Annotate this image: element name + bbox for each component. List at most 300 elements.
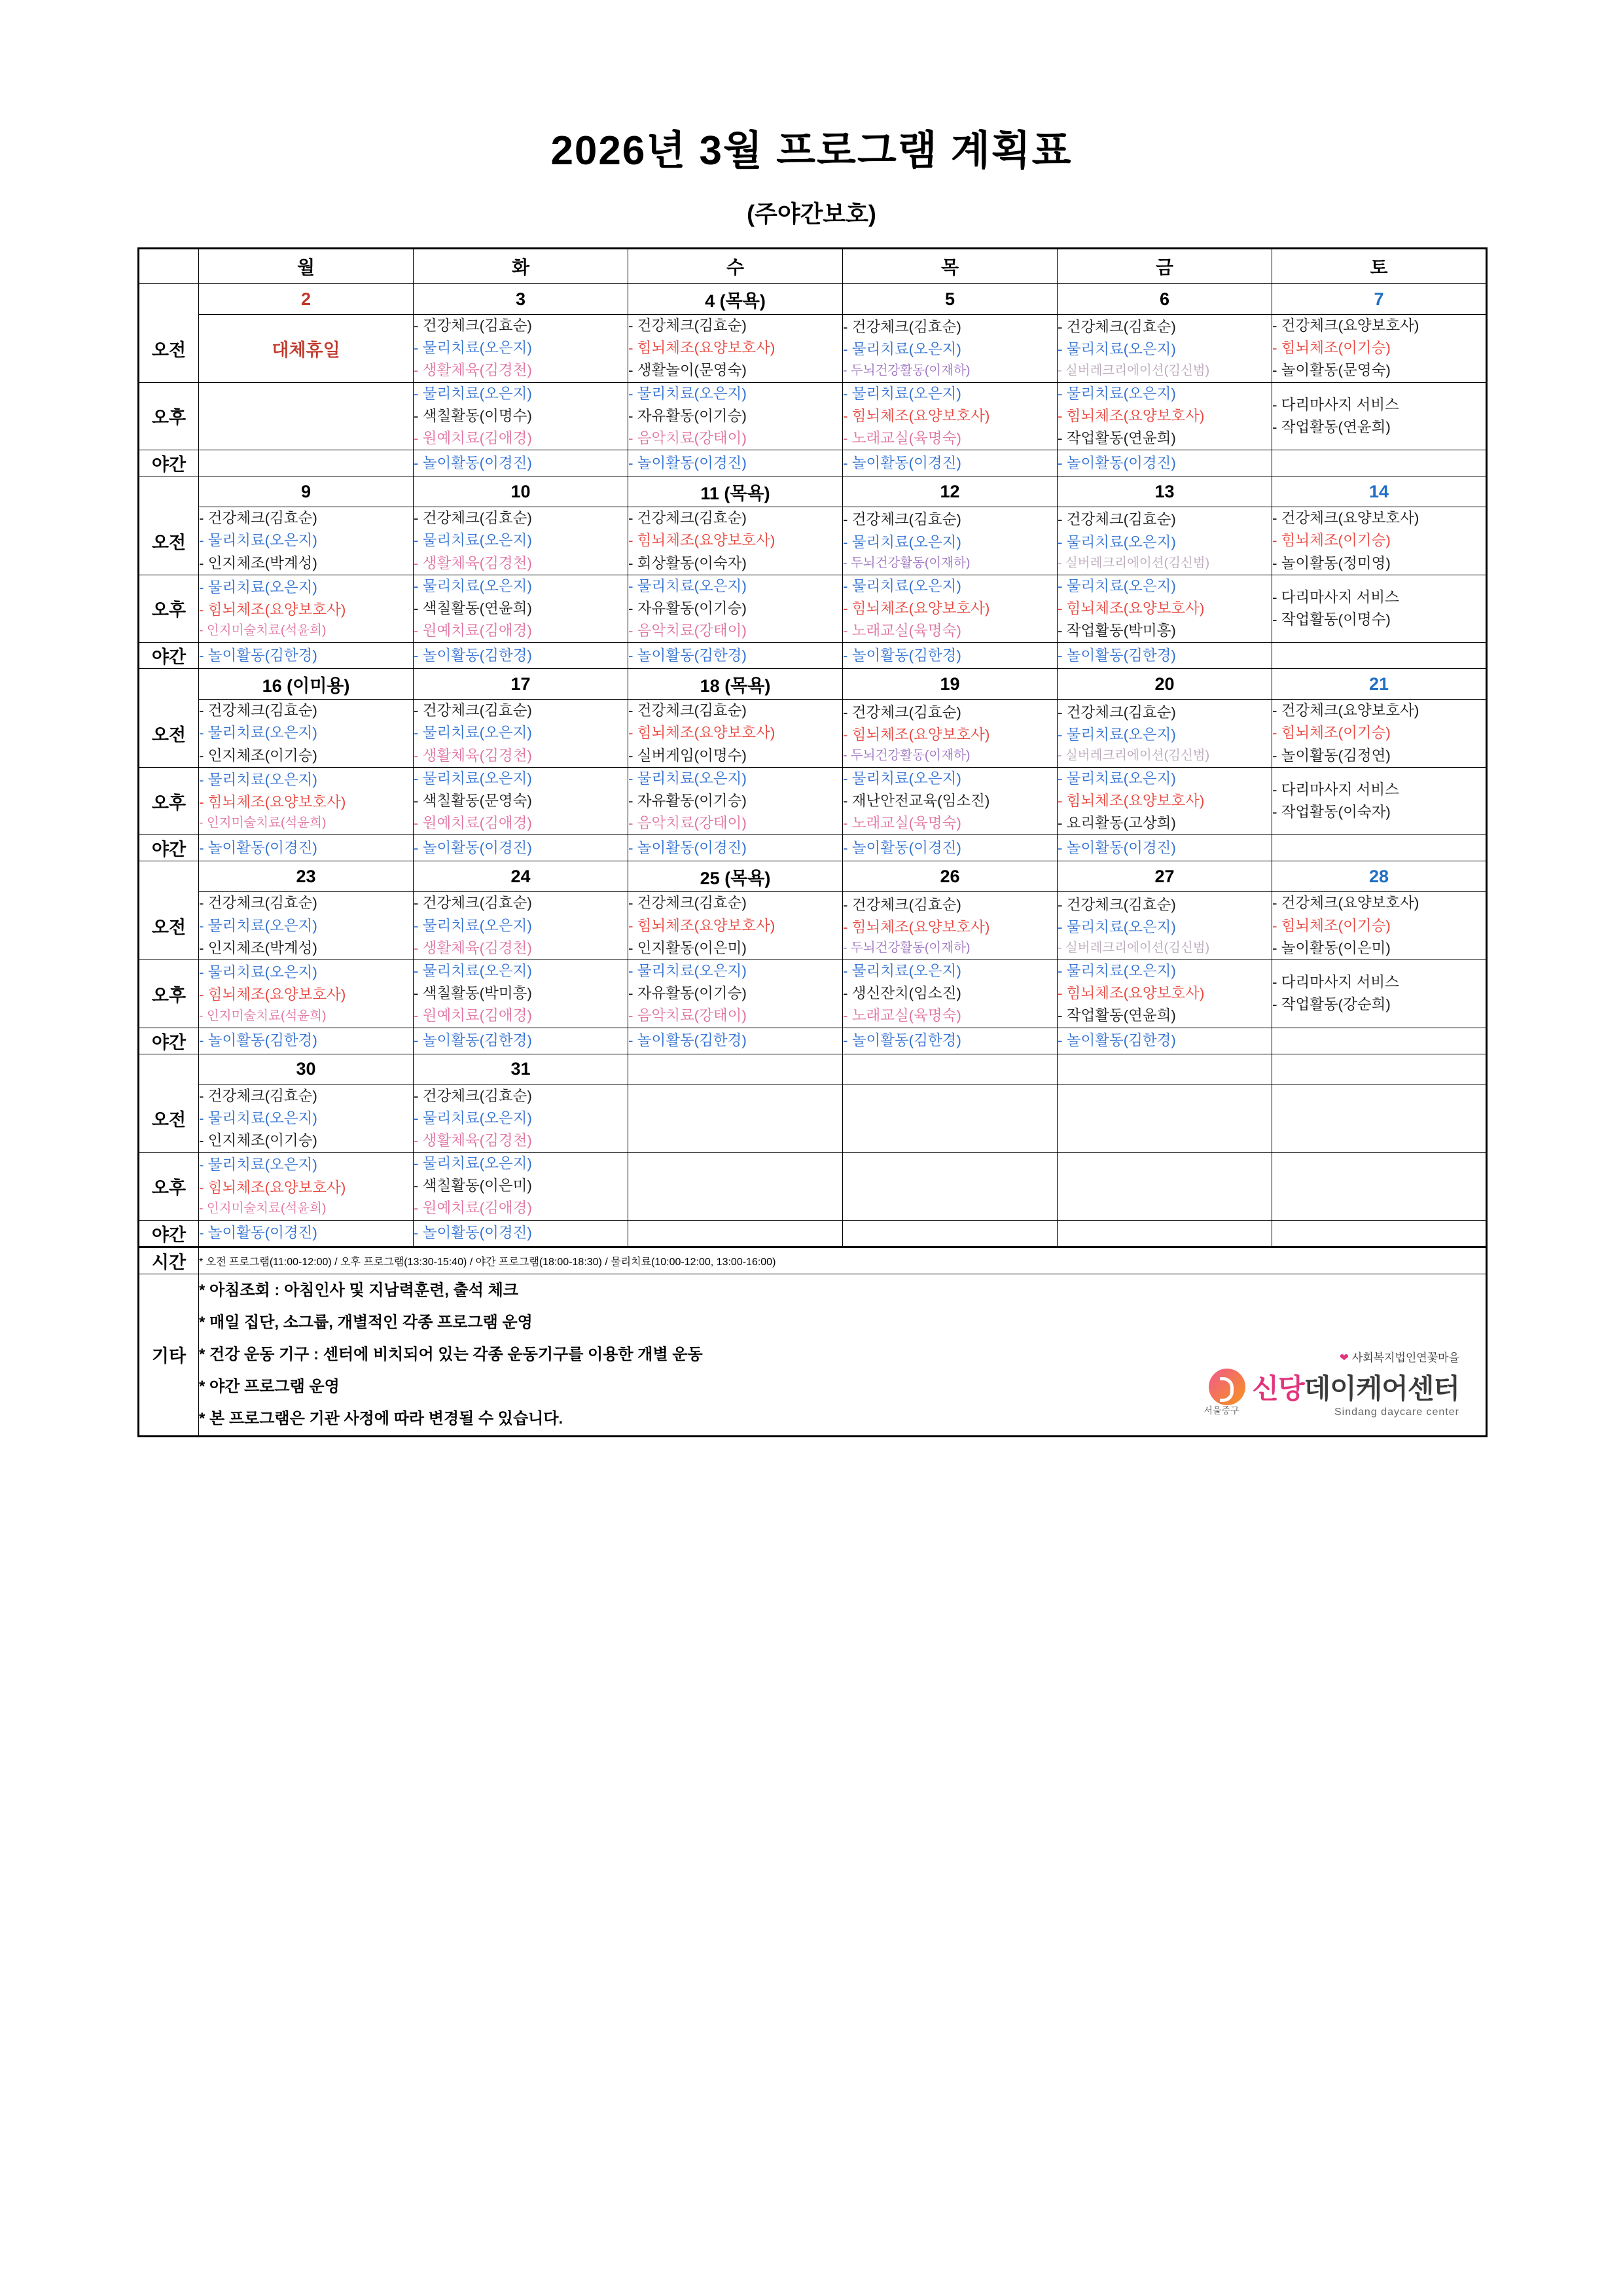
afternoon-cell: [414, 1153, 628, 1221]
program-entry: - 건강체크(김효순): [843, 896, 961, 913]
afternoon-cell: [1058, 575, 1272, 643]
etc-notes: [199, 1274, 1487, 1436]
row-label-morning: 오전: [139, 892, 199, 960]
program-entry: - 놀이활동(김한경): [628, 647, 747, 664]
program-entry: - 물리치료(오은지): [628, 577, 747, 594]
morning-cell: [843, 315, 1058, 383]
afternoon-cell: [199, 575, 414, 643]
program-entry: - 원예치료(김애경): [414, 429, 532, 446]
program-entry: - 놀이활동(김한경): [414, 647, 532, 664]
program-entry: - 힘뇌체조(요양보호사): [628, 532, 776, 549]
program-entry: - 물리치료(오은지): [843, 533, 961, 550]
program-entry: - 인지미술치료(석윤희): [199, 1008, 327, 1023]
program-entry: - 물리치료(오은지): [843, 385, 961, 402]
afternoon-cell: [628, 767, 843, 835]
program-entry: - 물리치료(오은지): [1058, 341, 1176, 358]
program-entry: - 놀이활동(이경진): [1058, 454, 1176, 471]
night-cell: [1272, 643, 1487, 669]
program-entry: - 생활놀이(문영숙): [628, 362, 747, 379]
page-title: 2026년 3월 프로그램 계획표: [550, 128, 1073, 173]
row-label-afternoon: 오후: [139, 575, 199, 643]
night-cell: [1272, 1028, 1487, 1054]
morning-cell: [1272, 1085, 1487, 1153]
afternoon-cell: [843, 767, 1058, 835]
night-cell: [628, 1220, 843, 1247]
program-entry: - 놀이활동(김한경): [199, 647, 317, 664]
program-entry: - 물리치료(오은지): [628, 385, 747, 402]
program-entry: - 물리치료(오은지): [414, 532, 532, 549]
morning-cell: [628, 507, 843, 575]
morning-cell: [843, 700, 1058, 768]
program-entry: - 인지체조(박계성): [199, 554, 317, 571]
row-label-morning: 오전: [139, 315, 199, 383]
afternoon-cell: [1272, 575, 1487, 643]
program-entry: - 노래교실(육명숙): [843, 429, 961, 446]
date-cell: [1272, 1054, 1487, 1085]
program-entry: - 실버레크리에이션(김신범): [1058, 555, 1210, 570]
night-row: [139, 1028, 1487, 1054]
program-entry: - 원예치료(김애경): [414, 1200, 532, 1217]
morning-cell: [628, 315, 843, 383]
logo-district: 서울중구: [1204, 1405, 1240, 1416]
program-entry: - 물리치료(오은지): [414, 917, 532, 934]
night-cell: [199, 1028, 414, 1054]
holiday-label: 대체휴일: [272, 340, 340, 360]
date-cell: 20: [1058, 669, 1272, 700]
night-row: [139, 643, 1487, 669]
morning-cell: [843, 1085, 1058, 1153]
night-cell: [1058, 1028, 1272, 1054]
night-cell: [1058, 643, 1272, 669]
week-date-row: [139, 284, 1487, 315]
header-fri: 금: [1058, 249, 1272, 284]
afternoon-row: [139, 960, 1487, 1028]
date-cell: 27: [1058, 861, 1272, 892]
program-entry: - 인지미술치료(석윤희): [199, 1200, 327, 1215]
program-entry: - 놀이활동(이경진): [843, 839, 961, 856]
page-subtitle: (주야간보호): [747, 200, 876, 227]
row-label-night: 야간: [139, 450, 199, 476]
program-entry: - 건강체크(김효순): [199, 895, 317, 912]
morning-cell: [628, 700, 843, 768]
header-wed: 수: [628, 249, 843, 284]
program-entry: - 색칠활동(이은미): [414, 1177, 532, 1194]
program-entry: - 물리치료(오은지): [628, 770, 747, 787]
program-entry: - 자유활동(이기승): [628, 407, 747, 424]
program-entry: - 물리치료(오은지): [1058, 726, 1176, 743]
program-entry: - 놀이활동(이경진): [1058, 839, 1176, 856]
program-entry: - 다리마사지 서비스: [1272, 974, 1399, 991]
program-entry: - 건강체크(요양보호사): [1272, 895, 1419, 912]
program-entry: - 물리치료(오은지): [1058, 962, 1176, 979]
program-entry: - 음악치료(강태이): [628, 815, 747, 832]
row-label-morning: 오전: [139, 700, 199, 768]
date-cell: [843, 1054, 1058, 1085]
program-entry: - 건강체크(김효순): [414, 510, 532, 527]
morning-cell: [1272, 507, 1487, 575]
afternoon-cell: [1272, 767, 1487, 835]
night-cell: [1058, 1220, 1272, 1247]
program-entry: - 놀이활동(김한경): [414, 1031, 532, 1049]
date-cell: 23: [199, 861, 414, 892]
program-entry: - 놀이활동(김한경): [843, 1031, 961, 1049]
morning-cell: [414, 700, 628, 768]
program-entry: - 작업활동(박미흥): [1058, 622, 1176, 639]
night-cell: [843, 1028, 1058, 1054]
afternoon-cell: [1272, 1153, 1487, 1221]
program-entry: - 색칠활동(이명수): [414, 407, 532, 424]
program-entry: - 힘뇌체조(요양보호사): [628, 340, 776, 357]
date-cell: 11 (목욕): [628, 476, 843, 507]
program-entry: - 놀이활동(이경진): [628, 839, 747, 856]
schedule-table: [137, 247, 1488, 1437]
night-cell: [414, 1220, 628, 1247]
program-entry: - 음악치료(강태이): [628, 1007, 747, 1024]
program-entry: - 물리치료(오은지): [1058, 770, 1176, 787]
morning-cell: [1058, 507, 1272, 575]
program-entry: - 힘뇌체조(요양보호사): [843, 726, 990, 743]
program-entry: - 건강체크(김효순): [843, 704, 961, 721]
schedule-body: [139, 284, 1487, 1247]
date-cell: 3: [414, 284, 628, 315]
header-mon: 월: [199, 249, 414, 284]
program-entry: - 다리마사지 서비스: [1272, 396, 1399, 413]
program-entry: - 건강체크(김효순): [414, 895, 532, 912]
program-entry: - 색칠활동(박미흥): [414, 985, 532, 1002]
afternoon-cell: [843, 1153, 1058, 1221]
afternoon-cell: [628, 382, 843, 450]
afternoon-cell: [1058, 1153, 1272, 1221]
date-cell: 12: [843, 476, 1058, 507]
night-cell: [199, 450, 414, 476]
row-label-afternoon: 오후: [139, 382, 199, 450]
logo-org-line: ❤ 사회복지법인연꽃마을: [1339, 1351, 1459, 1364]
morning-cell: [199, 315, 414, 383]
program-entry: - 건강체크(김효순): [628, 510, 747, 527]
center-logo: [1204, 1348, 1459, 1418]
night-row: [139, 450, 1487, 476]
program-entry: - 물리치료(오은지): [414, 385, 532, 402]
night-cell: [628, 450, 843, 476]
night-cell: [414, 835, 628, 861]
program-entry: - 물리치료(오은지): [628, 962, 747, 979]
program-entry: - 물리치료(오은지): [843, 770, 961, 787]
program-entry: - 물리치료(오은지): [414, 1109, 532, 1126]
program-entry: - 두뇌건강활동(이재하): [843, 747, 971, 762]
morning-row: [139, 700, 1487, 768]
header-blank: [139, 249, 199, 284]
program-entry: - 건강체크(김효순): [199, 1087, 317, 1104]
program-entry: - 인지체조(박계성): [199, 939, 317, 956]
date-cell: [628, 1054, 843, 1085]
night-cell: [843, 1220, 1058, 1247]
etc-row: [139, 1274, 1487, 1436]
logo-romanized: Sindang daycare center: [1334, 1406, 1459, 1418]
afternoon-row: [139, 575, 1487, 643]
date-row-spacer: [139, 861, 199, 892]
header-thu: 목: [843, 249, 1058, 284]
row-label-night: 야간: [139, 1028, 199, 1054]
program-entry: - 물리치료(오은지): [414, 1155, 532, 1172]
row-label-morning: 오전: [139, 1085, 199, 1153]
program-entry: - 힘뇌체조(요양보호사): [843, 407, 990, 424]
time-row: [139, 1247, 1487, 1274]
program-entry: - 색칠활동(문영숙): [414, 793, 532, 809]
afternoon-row: [139, 1153, 1487, 1221]
program-entry: - 요리활동(고상희): [1058, 815, 1176, 832]
morning-cell: [414, 892, 628, 960]
program-entry: - 인지미술치료(석윤희): [199, 623, 327, 638]
night-cell: [843, 835, 1058, 861]
program-entry: - 건강체크(김효순): [1058, 319, 1176, 336]
program-entry: - 힘뇌체조(요양보호사): [199, 1179, 346, 1196]
morning-cell: [1058, 315, 1272, 383]
date-cell: 24: [414, 861, 628, 892]
program-entry: - 힘뇌체조(요양보호사): [1058, 600, 1205, 617]
program-entry: - 생활체육(김경천): [414, 939, 532, 956]
morning-cell: [628, 1085, 843, 1153]
program-entry: - 건강체크(김효순): [414, 317, 532, 334]
program-entry: - 건강체크(요양보호사): [1272, 510, 1419, 527]
morning-cell: [414, 1085, 628, 1153]
program-entry: - 물리치료(오은지): [199, 1157, 317, 1174]
afternoon-cell: [843, 960, 1058, 1028]
row-label-afternoon: 오후: [139, 767, 199, 835]
date-cell: 7: [1272, 284, 1487, 315]
program-entry: - 두뇌건강활동(이재하): [843, 941, 971, 956]
morning-cell: [199, 507, 414, 575]
heart-icon: ❤: [1339, 1351, 1349, 1364]
program-entry: - 음악치료(강태이): [628, 429, 747, 446]
date-cell: 19: [843, 669, 1058, 700]
program-entry: - 건강체크(김효순): [628, 702, 747, 719]
date-cell: 25 (목욕): [628, 861, 843, 892]
date-cell: 21: [1272, 669, 1487, 700]
morning-row: [139, 507, 1487, 575]
row-label-etc: 기타: [139, 1274, 199, 1436]
night-cell: [843, 450, 1058, 476]
afternoon-cell: [414, 767, 628, 835]
morning-cell: [1058, 700, 1272, 768]
row-label-time: 시간: [139, 1247, 199, 1274]
afternoon-cell: [628, 575, 843, 643]
program-entry: - 건강체크(김효순): [843, 511, 961, 528]
table-header-row: [139, 249, 1487, 284]
program-entry: - 작업활동(이숙자): [1272, 804, 1391, 821]
afternoon-cell: [414, 575, 628, 643]
program-entry: - 놀이활동(이은미): [1272, 939, 1391, 956]
afternoon-row: [139, 382, 1487, 450]
program-entry: - 힘뇌체조(이기승): [1272, 725, 1391, 742]
program-entry: - 놀이활동(이경진): [414, 454, 532, 471]
date-row-spacer: [139, 1054, 199, 1085]
morning-cell: [1058, 892, 1272, 960]
etc-line: * 아침조회 : 아침인사 및 지남력훈련, 출석 체크: [199, 1281, 518, 1299]
program-entry: - 건강체크(김효순): [414, 1087, 532, 1104]
morning-row: [139, 892, 1487, 960]
week-date-row: [139, 669, 1487, 700]
afternoon-cell: [843, 575, 1058, 643]
program-entry: - 건강체크(김효순): [628, 317, 747, 334]
program-entry: - 물리치료(오은지): [843, 577, 961, 594]
night-cell: [628, 1028, 843, 1054]
morning-cell: [628, 892, 843, 960]
night-cell: [199, 1220, 414, 1247]
date-cell: 26: [843, 861, 1058, 892]
morning-cell: [1272, 892, 1487, 960]
row-label-night: 야간: [139, 835, 199, 861]
program-entry: - 건강체크(김효순): [1058, 511, 1176, 528]
program-entry: - 작업활동(연윤희): [1058, 1007, 1176, 1024]
afternoon-cell: [1272, 960, 1487, 1028]
program-entry: - 생활체육(김경천): [414, 747, 532, 764]
night-cell: [628, 643, 843, 669]
morning-cell: [414, 315, 628, 383]
program-entry: - 놀이활동(김한경): [199, 1031, 317, 1049]
program-entry: - 물리치료(오은지): [199, 579, 317, 596]
logo-mark-icon: [1209, 1369, 1245, 1405]
date-cell: 10: [414, 476, 628, 507]
program-entry: - 건강체크(김효순): [199, 510, 317, 527]
program-entry: - 물리치료(오은지): [1058, 385, 1176, 402]
etc-line: * 야간 프로그램 운영: [199, 1378, 340, 1396]
program-entry: - 실버레크리에이션(김신범): [1058, 363, 1210, 378]
program-entry: - 작업활동(강순희): [1272, 996, 1391, 1013]
afternoon-cell: [628, 1153, 843, 1221]
date-cell: 9: [199, 476, 414, 507]
morning-cell: [199, 700, 414, 768]
program-entry: - 물리치료(오은지): [414, 962, 532, 979]
night-cell: [843, 643, 1058, 669]
etc-line: * 본 프로그램은 기관 사정에 따라 변경될 수 있습니다.: [199, 1410, 563, 1428]
row-label-afternoon: 오후: [139, 960, 199, 1028]
date-row-spacer: [139, 476, 199, 507]
program-entry: - 물리치료(오은지): [1058, 533, 1176, 550]
afternoon-cell: [199, 1153, 414, 1221]
row-label-night: 야간: [139, 1220, 199, 1247]
date-cell: 13: [1058, 476, 1272, 507]
program-entry: - 놀이활동(이경진): [628, 454, 747, 471]
night-cell: [414, 643, 628, 669]
program-entry: - 힘뇌체조(요양보호사): [1058, 793, 1205, 809]
program-entry: - 건강체크(김효순): [843, 319, 961, 336]
program-entry: - 놀이활동(김정연): [1272, 747, 1391, 764]
program-entry: - 노래교실(육명숙): [843, 1007, 961, 1024]
row-label-afternoon: 오후: [139, 1153, 199, 1221]
program-entry: - 음악치료(강태이): [628, 622, 747, 639]
program-entry: - 놀이활동(김한경): [628, 1031, 747, 1049]
night-cell: [1272, 835, 1487, 861]
program-entry: - 건강체크(김효순): [1058, 896, 1176, 913]
program-entry: - 인지체조(이기승): [199, 747, 317, 764]
night-row: [139, 1220, 1487, 1247]
program-entry: - 다리마사지 서비스: [1272, 588, 1399, 605]
date-cell: 4 (목욕): [628, 284, 843, 315]
date-cell: 16 (이미용): [199, 669, 414, 700]
program-entry: - 힘뇌체조(이기승): [1272, 340, 1391, 357]
program-entry: - 물리치료(오은지): [199, 917, 317, 934]
program-entry: - 힘뇌체조(요양보호사): [843, 918, 990, 935]
program-entry: - 두뇌건강활동(이재하): [843, 363, 971, 378]
date-cell: 2: [199, 284, 414, 315]
program-entry: - 자유활동(이기승): [628, 793, 747, 809]
date-cell: [1058, 1054, 1272, 1085]
program-entry: - 놀이활동(김한경): [843, 647, 961, 664]
morning-cell: [843, 507, 1058, 575]
program-entry: - 물리치료(오은지): [199, 1109, 317, 1126]
program-entry: - 물리치료(오은지): [199, 725, 317, 742]
afternoon-cell: [1058, 382, 1272, 450]
logo-name: 신당데이케어센터: [1252, 1372, 1459, 1404]
morning-row: [139, 315, 1487, 383]
program-entry: - 놀이활동(이경진): [843, 454, 961, 471]
night-cell: [199, 643, 414, 669]
program-entry: - 실버게임(이명수): [628, 747, 747, 764]
program-entry: - 물리치료(오은지): [843, 962, 961, 979]
header-tue: 화: [414, 249, 628, 284]
program-entry: - 힘뇌체조(요양보호사): [199, 794, 346, 811]
night-cell: [199, 835, 414, 861]
morning-cell: [843, 892, 1058, 960]
program-entry: - 건강체크(요양보호사): [1272, 317, 1419, 334]
program-entry: - 원예치료(김애경): [414, 1007, 532, 1024]
program-entry: - 원예치료(김애경): [414, 815, 532, 832]
program-entry: - 자유활동(이기승): [628, 600, 747, 617]
morning-cell: [414, 507, 628, 575]
afternoon-cell: [843, 382, 1058, 450]
program-entry: - 노래교실(육명숙): [843, 622, 961, 639]
date-cell: 14: [1272, 476, 1487, 507]
week-date-row: [139, 1054, 1487, 1085]
program-entry: - 생활체육(김경천): [414, 1132, 532, 1149]
program-entry: - 인지활동(이은미): [628, 939, 747, 956]
program-entry: - 작업활동(연윤희): [1058, 429, 1176, 446]
program-entry: - 작업활동(이명수): [1272, 611, 1391, 628]
morning-cell: [199, 892, 414, 960]
week-date-row: [139, 861, 1487, 892]
program-entry: - 색칠활동(연윤희): [414, 600, 532, 617]
program-entry: - 놀이활동(이경진): [199, 839, 317, 856]
date-cell: 6: [1058, 284, 1272, 315]
date-cell: 31: [414, 1054, 628, 1085]
night-cell: [1272, 450, 1487, 476]
program-entry: - 놀이활동(김한경): [1058, 647, 1176, 664]
program-entry: - 힘뇌체조(요양보호사): [199, 601, 346, 619]
night-row: [139, 835, 1487, 861]
program-entry: - 놀이활동(이경진): [414, 839, 532, 856]
program-entry: - 힘뇌체조(요양보호사): [628, 725, 776, 742]
program-entry: - 물리치료(오은지): [199, 532, 317, 549]
program-entry: - 두뇌건강활동(이재하): [843, 555, 971, 570]
program-entry: - 건강체크(요양보호사): [1272, 702, 1419, 719]
program-entry: - 건강체크(김효순): [199, 702, 317, 719]
date-row-spacer: [139, 669, 199, 700]
night-cell: [628, 835, 843, 861]
program-entry: - 놀이활동(김한경): [1058, 1031, 1176, 1049]
afternoon-cell: [199, 382, 414, 450]
afternoon-cell: [1058, 960, 1272, 1028]
afternoon-cell: [199, 960, 414, 1028]
morning-cell: [1272, 700, 1487, 768]
afternoon-row: [139, 767, 1487, 835]
night-cell: [1058, 450, 1272, 476]
night-cell: [1058, 835, 1272, 861]
etc-line: * 건강 운동 기구 : 센터에 비치되어 있는 각종 운동기구를 이용한 개별 운동: [199, 1346, 703, 1363]
date-cell: 30: [199, 1054, 414, 1085]
program-entry: - 재난안전교육(임소진): [843, 793, 990, 809]
morning-row: [139, 1085, 1487, 1153]
header-sat: 토: [1272, 249, 1487, 284]
